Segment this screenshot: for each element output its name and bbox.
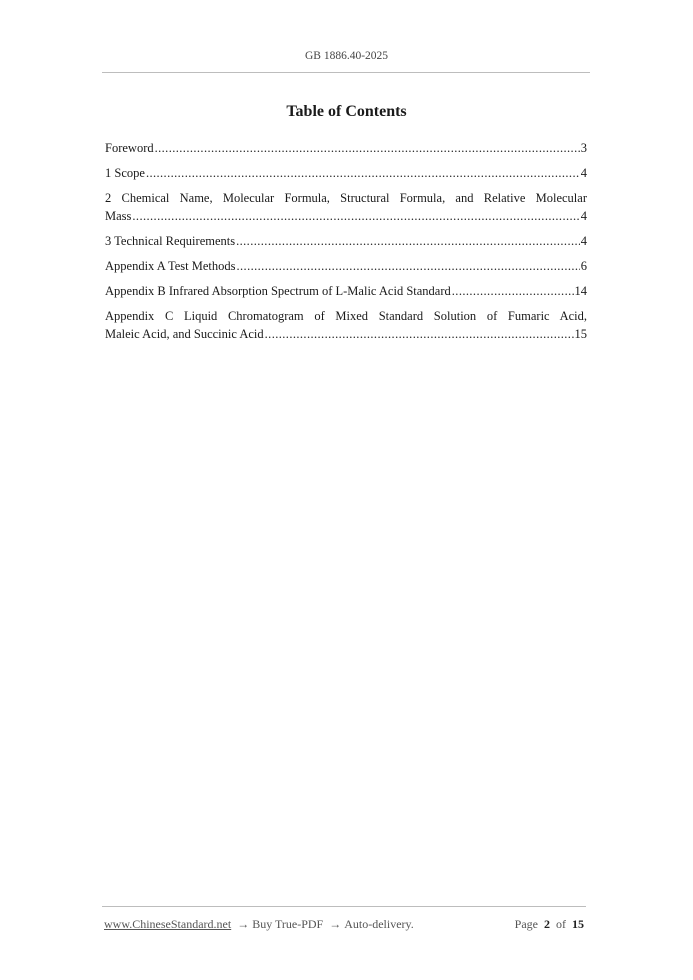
toc-entry-label: Foreword (105, 141, 154, 155)
dot-leader (236, 232, 580, 250)
toc-entry-label: Appendix A Test Methods (105, 259, 236, 273)
dot-leader (146, 164, 580, 182)
toc-entry-foreword[interactable] (105, 139, 587, 157)
dot-leader (265, 325, 574, 343)
toc-entry-label: 3 Technical Requirements (105, 234, 236, 248)
toc-entry-label: Appendix B Infrared Absorption Spectrum of L-Malic Acid Standard (105, 284, 451, 298)
current-page-number: 2 (544, 917, 550, 931)
dot-leader (237, 257, 580, 275)
toc-entry-label-line1: 2 Chemical Name, Molecular Formula, Structural Formula, and Relative Molecular (105, 191, 587, 205)
toc-entry-scope[interactable] (105, 164, 587, 182)
dot-leader (452, 282, 574, 300)
toc-entry-appendix-b[interactable] (105, 282, 587, 300)
toc-page-number: 14 (574, 284, 587, 298)
toc-entry-chemical-name[interactable] (105, 189, 587, 225)
footer-promo (104, 917, 414, 932)
toc-entry-label: 1 Scope (105, 166, 145, 180)
running-header: GB 1886.40-2025 (304, 50, 389, 62)
toc-page-number: 15 (574, 327, 587, 341)
page-word: Page (514, 917, 538, 931)
footer-divider (102, 906, 586, 907)
page-footer (104, 917, 584, 932)
of-word: of (556, 917, 566, 931)
toc-entry-label-line1: Appendix C Liquid Chromatogram of Mixed Standard Solution of Fumaric Acid, (105, 309, 587, 323)
page-title: Table of Contents (286, 103, 407, 120)
arrow-right-icon: → (329, 917, 342, 931)
table-of-contents (105, 139, 587, 350)
toc-page-number: 4 (580, 166, 587, 180)
toc-entry-appendix-c[interactable] (105, 307, 587, 343)
toc-page-number: 4 (580, 209, 587, 223)
page-indicator (515, 917, 584, 932)
header-divider (102, 72, 590, 73)
toc-entry-appendix-a[interactable] (105, 257, 587, 275)
toc-entry-label: Maleic Acid, and Succinic Acid (105, 327, 264, 341)
total-pages-number: 15 (572, 917, 584, 931)
toc-page-number: 3 (580, 141, 587, 155)
toc-page-number: 6 (580, 259, 587, 273)
toc-page-number: 4 (580, 234, 587, 248)
dot-leader (155, 139, 580, 157)
dot-leader (132, 207, 579, 225)
toc-entry-technical-requirements[interactable] (105, 232, 587, 250)
buy-pdf-text: Buy True-PDF (252, 917, 324, 931)
arrow-right-icon: → (237, 917, 250, 931)
auto-delivery-text: Auto-delivery. (344, 917, 414, 931)
toc-entry-label: Mass (105, 209, 132, 223)
site-link[interactable]: www.ChineseStandard.net (104, 917, 232, 931)
